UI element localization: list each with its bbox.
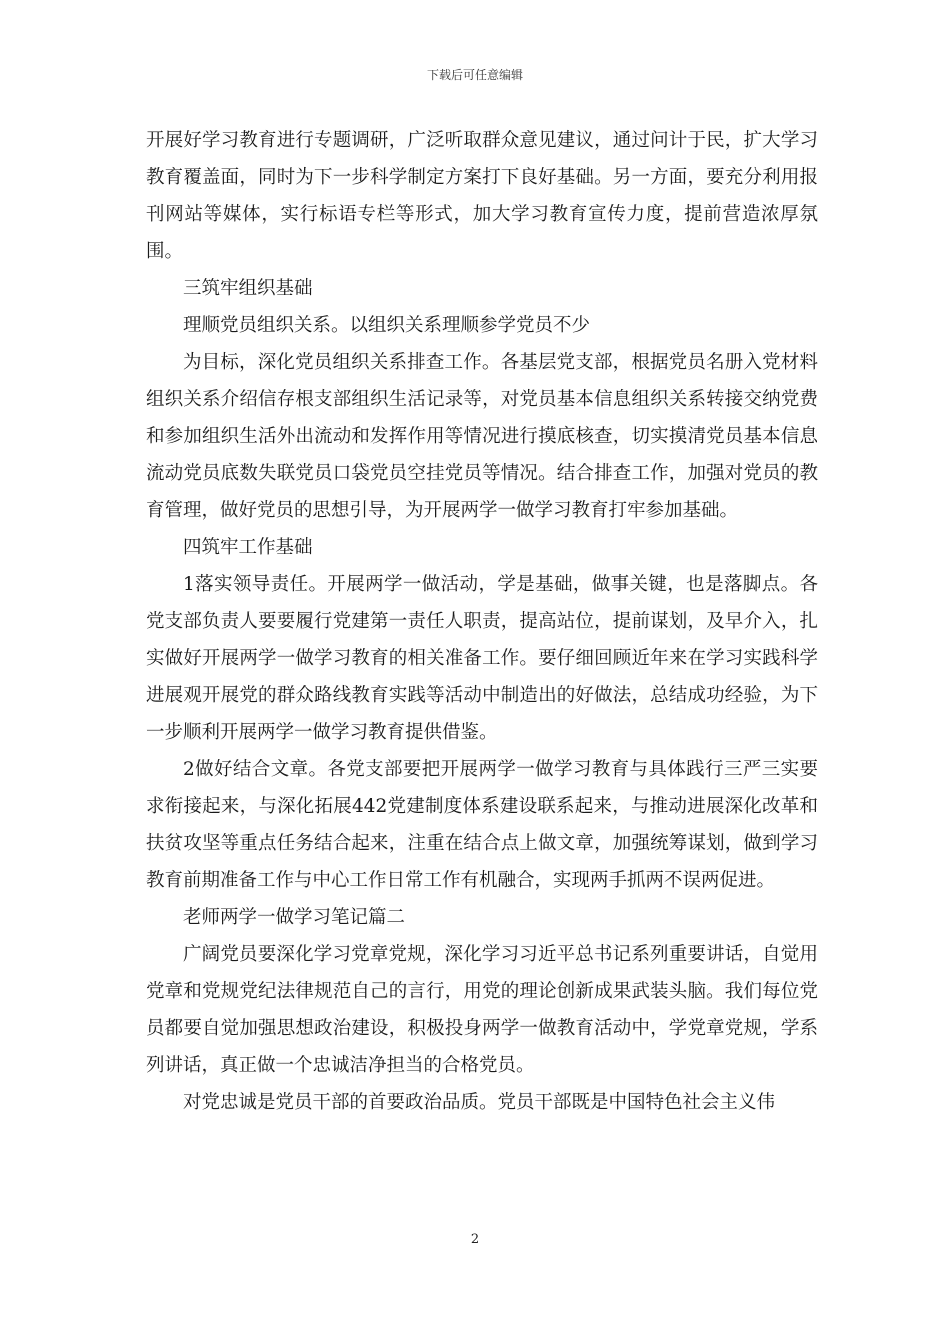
paragraph: 开展好学习教育进行专题调研，广泛听取群众意见建议，通过问计于民，扩大学习教育覆盖面，同时为下一步科学制定方案打下良好基础。另一方面，要充分利用报刊网站等媒体，实行标语专栏等形式，加大学习教育宣传力度，提前营造浓厚氛围。 [146, 130, 818, 262]
document-body [146, 122, 818, 1121]
section-heading: 三筑牢组织基础 [183, 278, 313, 299]
section-heading: 老师两学一做学习笔记篇二 [183, 907, 406, 928]
paragraph: 广阔党员要深化学习党章党规，深化学习习近平总书记系列重要讲话，自觉用党章和党规党纪法律规范自己的言行，用党的理论创新成果武装头脑。我们每位党员都要自觉加强思想政治建设，积极投身两学一做教育活动中，学党章党规，学系列讲话，真正做一个忠诚洁净担当的合格党员。 [146, 944, 818, 1076]
paragraph: 为目标，深化党员组织关系排查工作。各基层党支部，根据党员名册入党材料组织关系介绍信存根支部组织生活记录等，对党员基本信息组织关系转接交纳党费和参加组织生活外出流动和发挥作用等情况进行摸底核查，切实摸清党员基本信息流动党员底数失联党员口袋党员空挂党员等情况。结合排查工作，加强对党员的教育管理，做好党员的思想引导，为开展两学一做学习教育打牢参加基础。 [146, 352, 818, 521]
paragraph: 理顺党员组织关系。以组织关系理顺参学党员不少 [183, 315, 591, 336]
paragraph: 1落实领导责任。开展两学一做活动，学是基础，做事关键，也是落脚点。各党支部负责人要要履行党建第一责任人职责，提高站位，提前谋划，及早介入，扎实做好开展两学一做学习教育的相关准备工作。要仔细回顾近年来在学习实践科学进展观开展党的群众路线教育实践等活动中制造出的好做法，总结成功经验，为下一步顺利开展两学一做学习教育提供借鉴。 [146, 574, 818, 743]
section-heading: 四筑牢工作基础 [183, 537, 313, 558]
paragraph: 2做好结合文章。各党支部要把开展两学一做学习教育与具体践行三严三实要求衔接起来，与深化拓展442党建制度体系建设联系起来，与推动进展深化改革和扶贫攻坚等重点任务结合起来，注重在结合点上做文章，加强统筹谋划，做到学习教育前期准备工作与中心工作日常工作有机融合，实现两手抓两不误两促进。 [146, 759, 818, 891]
page-number: 2 [470, 1232, 480, 1247]
paragraph: 对党忠诚是党员干部的首要政治品质。党员干部既是中国特色社会主义伟 [183, 1092, 776, 1113]
page-header: 下载后可任意编辑 [426, 68, 523, 82]
